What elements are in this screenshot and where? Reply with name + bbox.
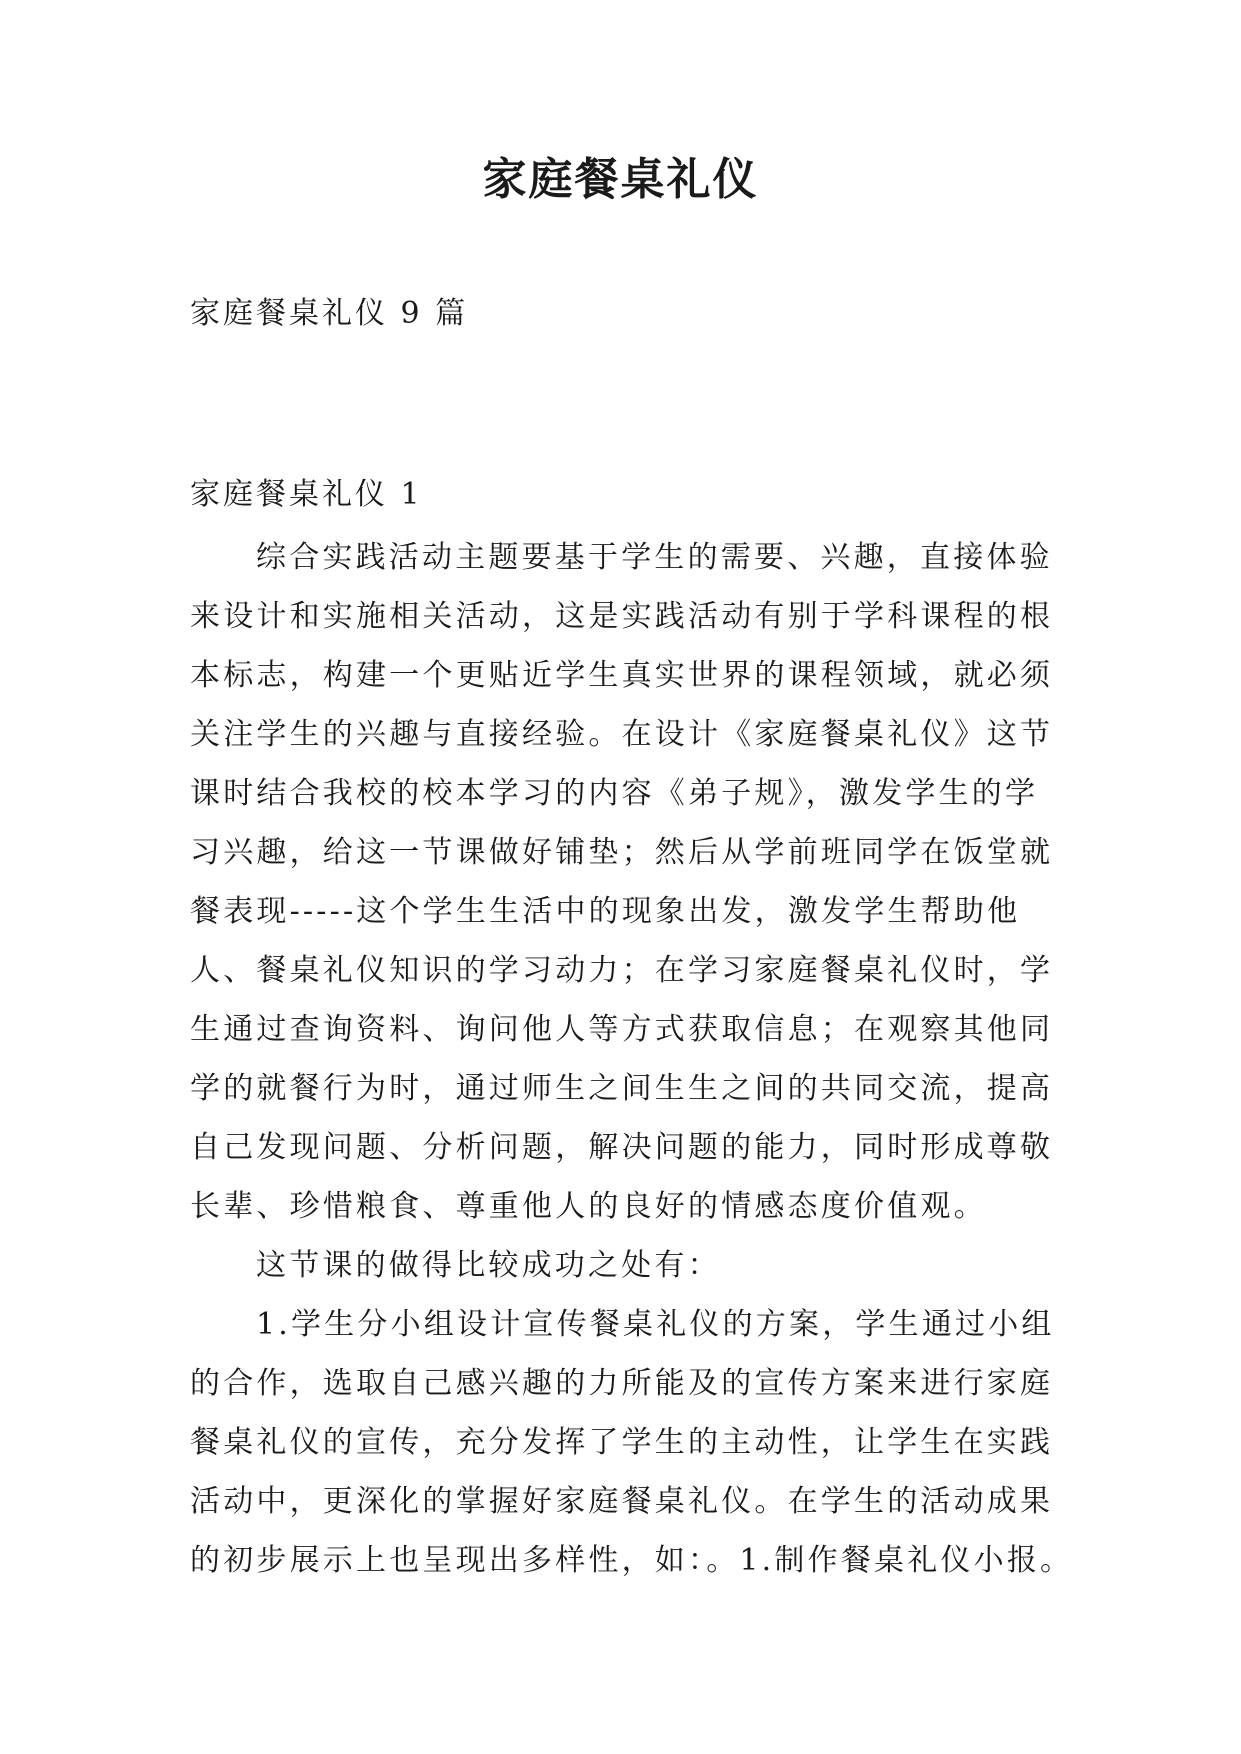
body-line: 自己发现问题、分析问题，解决问题的能力，同时形成尊敬 xyxy=(190,1130,1054,1165)
document-subtitle: 家庭餐桌礼仪 9 篇 xyxy=(190,296,469,331)
body-line: 本标志，构建一个更贴近学生真实世界的课程领域，就必须 xyxy=(190,658,1054,693)
body-line: 关注学生的兴趣与直接经验。在设计《家庭餐桌礼仪》这节 xyxy=(190,717,1054,752)
body-line: 餐表现-----这个学生生活中的现象出发，激发学生帮助他 xyxy=(190,894,1021,929)
body-line: 长辈、珍惜粮食、尊重他人的良好的情感态度价值观。 xyxy=(190,1189,987,1224)
document-title: 家庭餐桌礼仪 xyxy=(482,154,759,205)
body-line: 学的就餐行为时，通过师生之间生生之间的共同交流，提高 xyxy=(190,1071,1054,1106)
body-line: 来设计和实施相关活动，这是实践活动有别于学科课程的根 xyxy=(190,599,1054,634)
body-line: 活动中，更深化的掌握好家庭餐桌礼仪。在学生的活动成果 xyxy=(190,1484,1054,1519)
body-line: 课时结合我校的校本学习的内容《弟子规》，激发学生的学 xyxy=(190,776,1039,811)
body-line: 的合作，选取自己感兴趣的力所能及的宣传方案来进行家庭 xyxy=(190,1366,1054,1401)
body-line: 这节课的做得比较成功之处有： xyxy=(256,1248,721,1283)
body-line: 人、餐桌礼仪知识的学习动力；在学习家庭餐桌礼仪时，学 xyxy=(190,953,1054,988)
section-heading: 家庭餐桌礼仪 1 xyxy=(190,477,423,512)
body-line: 生通过查询资料、询问他人等方式获取信息；在观察其他同 xyxy=(190,1012,1054,1047)
body-line: 习兴趣，给这一节课做好铺垫；然后从学前班同学在饭堂就 xyxy=(190,835,1054,870)
body-line: 综合实践活动主题要基于学生的需要、兴趣，直接体验 xyxy=(256,540,1053,575)
body-line: 1.学生分小组设计宣传餐桌礼仪的方案，学生通过小组 xyxy=(256,1307,1055,1342)
body-text xyxy=(190,528,1074,1590)
body-line: 的初步展示上也呈现出多样性，如：。1.制作餐桌礼仪小报。 xyxy=(190,1543,1074,1578)
body-line: 餐桌礼仪的宣传，充分发挥了学生的主动性，让学生在实践 xyxy=(190,1425,1054,1460)
